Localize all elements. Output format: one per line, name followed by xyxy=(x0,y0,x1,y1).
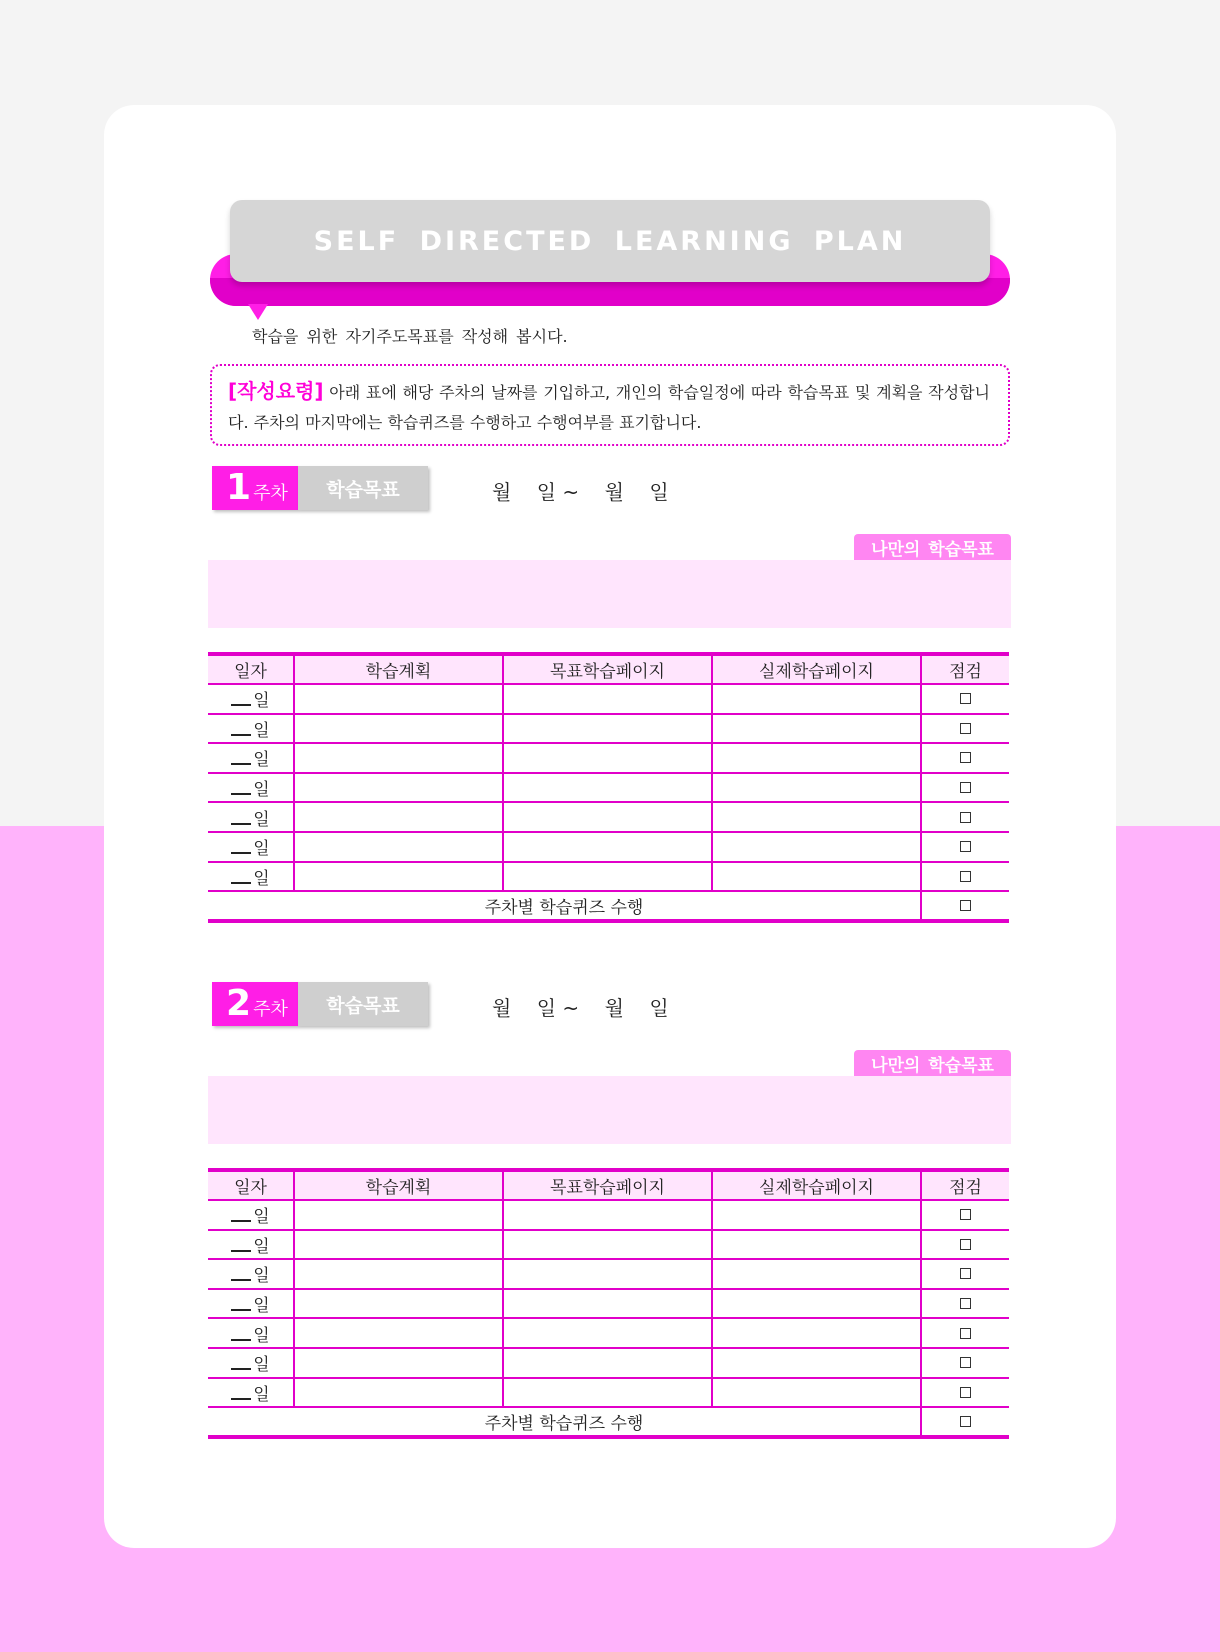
week-goal-label: 학습목표 xyxy=(298,982,428,1026)
week-suffix: 주차 xyxy=(253,999,288,1020)
target-page-cell[interactable] xyxy=(503,862,712,892)
banner xyxy=(230,200,990,282)
target-page-cell[interactable] xyxy=(503,1259,712,1289)
actual-page-cell[interactable] xyxy=(712,1200,921,1230)
day-label: 일 xyxy=(253,1355,270,1376)
my-goal-tag: 나만의 학습목표 xyxy=(854,534,1011,560)
column-header: 실제학습페이지 xyxy=(712,1170,921,1200)
plan-cell[interactable] xyxy=(294,743,503,773)
table-row xyxy=(208,1259,1009,1289)
check-cell xyxy=(921,684,1009,714)
column-header: 학습계획 xyxy=(294,654,503,684)
table-row xyxy=(208,1289,1009,1319)
plan-cell[interactable] xyxy=(294,1378,503,1408)
my-goal-input[interactable] xyxy=(208,1076,1011,1144)
check-cell xyxy=(921,1230,1009,1260)
plan-table xyxy=(208,652,1009,923)
plan-cell[interactable] xyxy=(294,773,503,803)
day-cell[interactable] xyxy=(208,743,294,773)
actual-page-cell[interactable] xyxy=(712,1259,921,1289)
quiz-check-cell xyxy=(921,891,1009,921)
day-blank-line xyxy=(231,1339,251,1341)
day-cell[interactable] xyxy=(208,714,294,744)
guide-text: 아래 표에 해당 주차의 날짜를 기입하고, 개인의 학습일정에 따라 학습목표 및 계획을 작성합니다. 주차의 마지막에는 학습퀴즈를 수행하고 수행여부를 표기합니다. xyxy=(228,383,990,432)
day-blank-line xyxy=(231,704,251,706)
check-cell xyxy=(921,773,1009,803)
day-label: 일 xyxy=(253,1296,270,1317)
table-row xyxy=(208,773,1009,803)
checkbox[interactable] xyxy=(960,1268,971,1279)
day-blank-line xyxy=(231,1309,251,1311)
checkbox[interactable] xyxy=(960,1328,971,1339)
banner-title: SELF DIRECTED LEARNING PLAN xyxy=(313,225,907,257)
checkbox[interactable] xyxy=(960,752,971,763)
checkbox[interactable] xyxy=(960,812,971,823)
check-cell xyxy=(921,1289,1009,1319)
guide-box xyxy=(210,364,1010,446)
plan-cell[interactable] xyxy=(294,714,503,744)
column-header: 일자 xyxy=(208,654,294,684)
day-blank-line xyxy=(231,823,251,825)
quiz-check-cell xyxy=(921,1407,1009,1437)
day-cell[interactable] xyxy=(208,862,294,892)
plan-cell[interactable] xyxy=(294,1348,503,1378)
plan-cell[interactable] xyxy=(294,1200,503,1230)
checkbox[interactable] xyxy=(960,782,971,793)
week-date-range[interactable]: 월 일 ~ 월 일 xyxy=(492,480,669,504)
actual-page-cell[interactable] xyxy=(712,714,921,744)
quiz-label: 주차별 학습퀴즈 수행 xyxy=(208,891,921,921)
actual-page-cell[interactable] xyxy=(712,773,921,803)
week-number: 1 xyxy=(226,467,252,508)
day-blank-line xyxy=(231,852,251,854)
target-page-cell[interactable] xyxy=(503,1378,712,1408)
day-label: 일 xyxy=(253,780,270,801)
day-blank-line xyxy=(231,763,251,765)
target-page-cell[interactable] xyxy=(503,1200,712,1230)
day-cell[interactable] xyxy=(208,1348,294,1378)
plan-cell[interactable] xyxy=(294,1259,503,1289)
day-label: 일 xyxy=(253,1325,270,1346)
column-header: 학습계획 xyxy=(294,1170,503,1200)
check-cell xyxy=(921,1378,1009,1408)
my-goal-tag: 나만의 학습목표 xyxy=(854,1050,1011,1076)
actual-page-cell[interactable] xyxy=(712,1348,921,1378)
plan-cell[interactable] xyxy=(294,802,503,832)
column-header: 일자 xyxy=(208,1170,294,1200)
actual-page-cell[interactable] xyxy=(712,1378,921,1408)
day-label: 일 xyxy=(253,1266,270,1287)
quiz-checkbox[interactable] xyxy=(960,1416,971,1427)
day-label: 일 xyxy=(253,750,270,771)
day-cell[interactable] xyxy=(208,1259,294,1289)
week-number-badge xyxy=(212,466,298,510)
checkbox[interactable] xyxy=(960,723,971,734)
column-header: 목표학습페이지 xyxy=(503,654,712,684)
check-cell xyxy=(921,802,1009,832)
quiz-row xyxy=(208,891,1009,921)
day-cell[interactable] xyxy=(208,1289,294,1319)
target-page-cell[interactable] xyxy=(503,1289,712,1319)
column-header: 목표학습페이지 xyxy=(503,1170,712,1200)
actual-page-cell[interactable] xyxy=(712,1289,921,1319)
table-row xyxy=(208,684,1009,714)
banner-tail xyxy=(248,304,268,320)
table-row xyxy=(208,1378,1009,1408)
actual-page-cell[interactable] xyxy=(712,802,921,832)
table-row xyxy=(208,1348,1009,1378)
actual-page-cell[interactable] xyxy=(712,1230,921,1260)
check-cell xyxy=(921,832,1009,862)
day-cell[interactable] xyxy=(208,1318,294,1348)
checkbox[interactable] xyxy=(960,871,971,882)
day-label: 일 xyxy=(253,809,270,830)
week-header xyxy=(212,466,1012,512)
plan-cell[interactable] xyxy=(294,1318,503,1348)
guide-label: [작성요령] xyxy=(228,379,324,403)
target-page-cell[interactable] xyxy=(503,1318,712,1348)
day-blank-line xyxy=(231,1250,251,1252)
check-cell xyxy=(921,1259,1009,1289)
day-label: 일 xyxy=(253,691,270,712)
check-cell xyxy=(921,743,1009,773)
checkbox[interactable] xyxy=(960,841,971,852)
day-label: 일 xyxy=(253,839,270,860)
table-row xyxy=(208,1200,1009,1230)
checkbox[interactable] xyxy=(960,693,971,704)
table-header-row xyxy=(208,654,1009,684)
checkbox[interactable] xyxy=(960,1239,971,1250)
day-label: 일 xyxy=(253,1236,270,1257)
table-row xyxy=(208,862,1009,892)
actual-page-cell[interactable] xyxy=(712,832,921,862)
plan-cell[interactable] xyxy=(294,684,503,714)
column-header: 실제학습페이지 xyxy=(712,654,921,684)
plan-cell[interactable] xyxy=(294,1230,503,1260)
intro-text: 학습을 위한 자기주도목표를 작성해 봅시다. xyxy=(252,327,568,346)
quiz-row xyxy=(208,1407,1009,1437)
table-row xyxy=(208,802,1009,832)
day-blank-line xyxy=(231,734,251,736)
day-cell[interactable] xyxy=(208,832,294,862)
day-blank-line xyxy=(231,1220,251,1222)
week-goal-label: 학습목표 xyxy=(298,466,428,510)
check-cell xyxy=(921,862,1009,892)
table-row xyxy=(208,743,1009,773)
check-cell xyxy=(921,1200,1009,1230)
day-label: 일 xyxy=(253,1207,270,1228)
day-label: 일 xyxy=(253,868,270,889)
checkbox[interactable] xyxy=(960,1357,971,1368)
column-header: 점검 xyxy=(921,654,1009,684)
week-suffix: 주차 xyxy=(253,483,288,504)
target-page-cell[interactable] xyxy=(503,773,712,803)
day-label: 일 xyxy=(253,1384,270,1405)
plan-cell[interactable] xyxy=(294,862,503,892)
day-blank-line xyxy=(231,882,251,884)
actual-page-cell[interactable] xyxy=(712,743,921,773)
table-row xyxy=(208,714,1009,744)
my-goal-input[interactable] xyxy=(208,560,1011,628)
day-blank-line xyxy=(231,1368,251,1370)
week-date-range[interactable]: 월 일 ~ 월 일 xyxy=(492,996,669,1020)
actual-page-cell[interactable] xyxy=(712,862,921,892)
checkbox[interactable] xyxy=(960,1387,971,1398)
actual-page-cell[interactable] xyxy=(712,684,921,714)
target-page-cell[interactable] xyxy=(503,684,712,714)
check-cell xyxy=(921,1318,1009,1348)
day-cell[interactable] xyxy=(208,1230,294,1260)
target-page-cell[interactable] xyxy=(503,743,712,773)
table-row xyxy=(208,832,1009,862)
target-page-cell[interactable] xyxy=(503,1230,712,1260)
day-blank-line xyxy=(231,1279,251,1281)
quiz-label: 주차별 학습퀴즈 수행 xyxy=(208,1407,921,1437)
week-header xyxy=(212,982,1012,1028)
day-cell[interactable] xyxy=(208,773,294,803)
table-row xyxy=(208,1230,1009,1260)
check-cell xyxy=(921,714,1009,744)
day-cell[interactable] xyxy=(208,1378,294,1408)
target-page-cell[interactable] xyxy=(503,832,712,862)
quiz-checkbox[interactable] xyxy=(960,900,971,911)
checkbox[interactable] xyxy=(960,1209,971,1220)
target-page-cell[interactable] xyxy=(503,714,712,744)
actual-page-cell[interactable] xyxy=(712,1318,921,1348)
day-cell[interactable] xyxy=(208,1200,294,1230)
target-page-cell[interactable] xyxy=(503,802,712,832)
checkbox[interactable] xyxy=(960,1298,971,1309)
column-header: 점검 xyxy=(921,1170,1009,1200)
banner-ribbon-shadow xyxy=(210,278,1010,306)
table-header-row xyxy=(208,1170,1009,1200)
target-page-cell[interactable] xyxy=(503,1348,712,1378)
plan-cell[interactable] xyxy=(294,1289,503,1319)
day-label: 일 xyxy=(253,720,270,741)
table-row xyxy=(208,1318,1009,1348)
plan-table xyxy=(208,1168,1009,1439)
day-cell[interactable] xyxy=(208,802,294,832)
plan-cell[interactable] xyxy=(294,832,503,862)
check-cell xyxy=(921,1348,1009,1378)
day-blank-line xyxy=(231,793,251,795)
week-number: 2 xyxy=(226,983,252,1024)
day-blank-line xyxy=(231,1398,251,1400)
day-cell[interactable] xyxy=(208,684,294,714)
week-number-badge xyxy=(212,982,298,1026)
